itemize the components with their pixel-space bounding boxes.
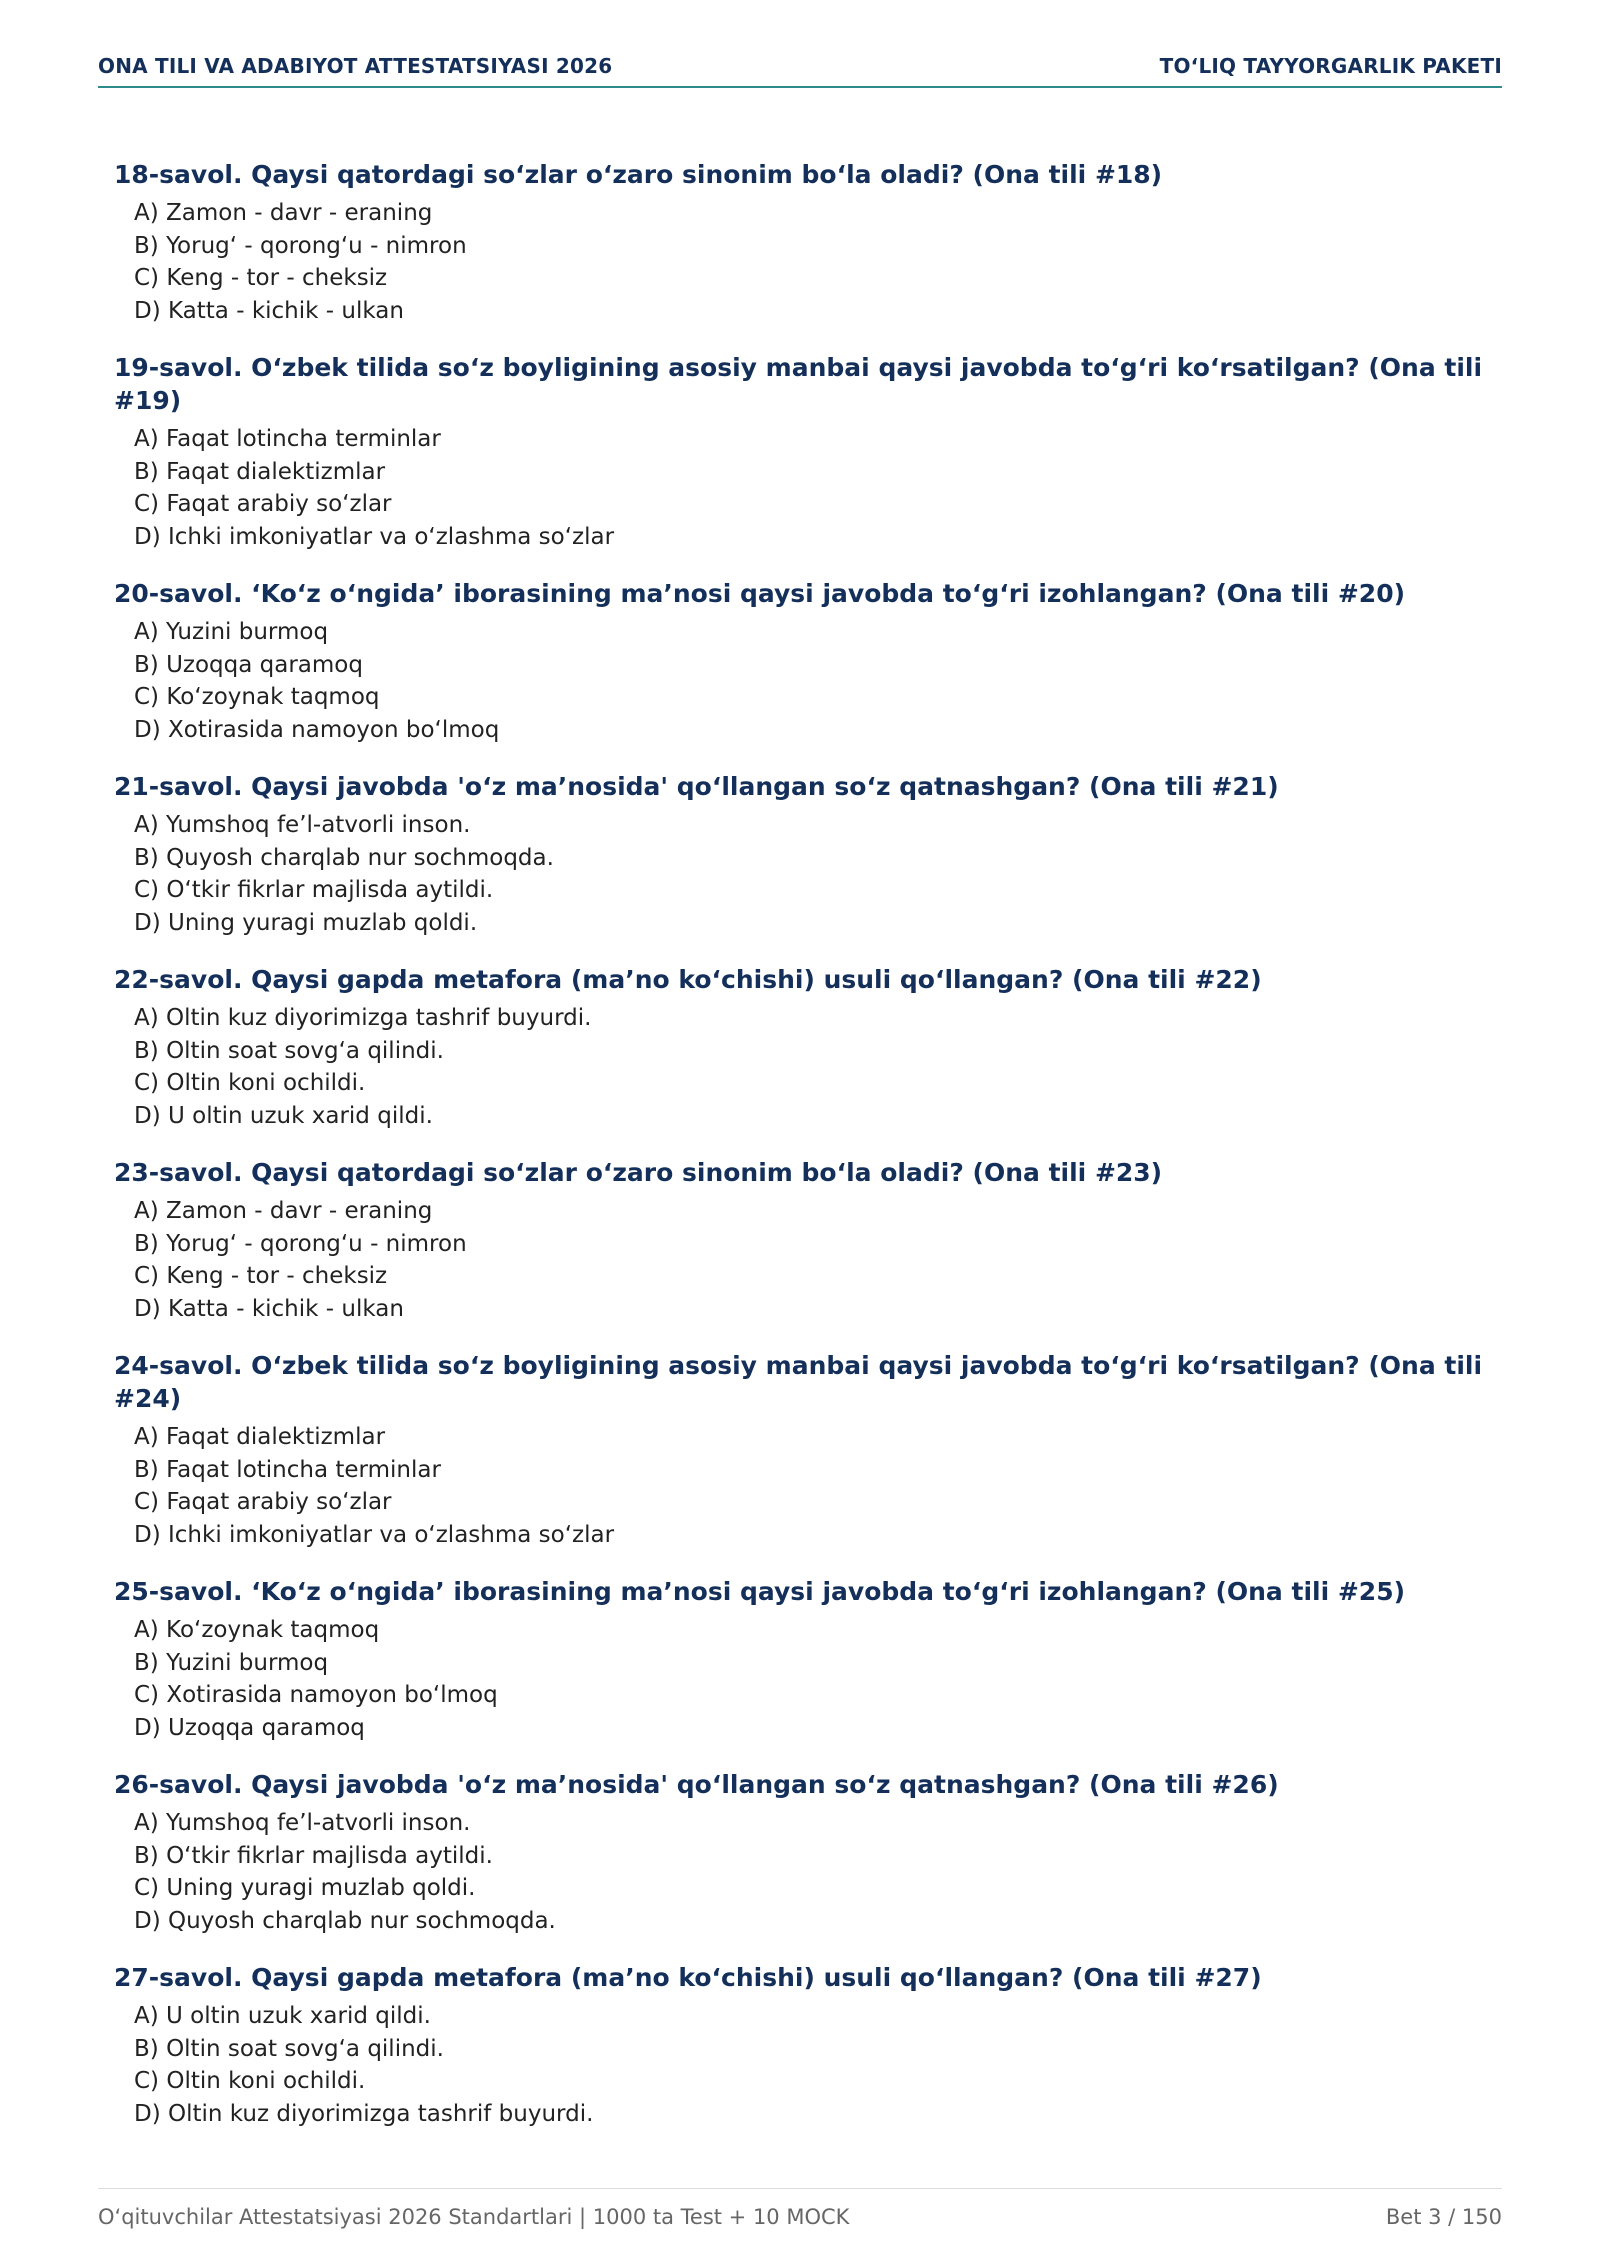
question-block <box>114 1961 1502 2130</box>
question-title: 21-savol. Qaysi javobda 'o‘z ma’nosida' qo‘llangan so‘z qatnashgan? (Ona tili #21) <box>114 772 1279 801</box>
page-header <box>98 54 1502 88</box>
answer-options <box>114 1421 1502 1551</box>
answer-option: C) Keng - tor - cheksiz <box>134 1263 388 1289</box>
page-footer <box>98 2188 1502 2229</box>
answer-option: C) Oltin koni ochildi. <box>134 1070 366 1096</box>
answer-options <box>114 1614 1502 1744</box>
answer-options <box>114 809 1502 939</box>
header-title: ONA TILI VA ADABIYOT ATTESTATSIYASI 2026 <box>98 54 613 78</box>
answer-option: A) Zamon - davr - eraning <box>134 1198 433 1224</box>
answer-option: D) Xotirasida namoyon bo‘lmoq <box>134 716 500 743</box>
answer-option: D) Quyosh charqlab nur sochmoqda. <box>134 1907 556 1934</box>
header-subtitle: TO‘LIQ TAYYORGARLIK PAKETI <box>1159 54 1502 78</box>
answer-option: C) Uning yuragi muzlab qoldi. <box>134 1875 476 1901</box>
question-title: 27-savol. Qaysi gapda metafora (ma’no ko‘chishi) usuli qo‘llangan? (Ona tili #27) <box>114 1963 1262 1992</box>
question-title: 26-savol. Qaysi javobda 'o‘z ma’nosida' qo‘llangan so‘z qatnashgan? (Ona tili #26) <box>114 1770 1279 1799</box>
answer-option: A) Oltin kuz diyorimizga tashrif buyurdi. <box>134 1005 592 1031</box>
answer-option: B) O‘tkir fikrlar majlisda aytildi. <box>134 1842 493 1869</box>
answer-option: B) Yuzini burmoq <box>134 1649 329 1676</box>
answer-option: C) Xotirasida namoyon bo‘lmoq <box>134 1682 498 1708</box>
question-title: 25-savol. ‘Ko‘z o‘ngida’ iborasining ma’nosi qaysi javobda to‘g‘ri izohlangan? (Ona tili #25) <box>114 1577 1406 1606</box>
answer-options <box>114 197 1502 327</box>
answer-option: D) Uning yuragi muzlab qoldi. <box>134 909 478 936</box>
answer-option: C) Keng - tor - cheksiz <box>134 265 388 291</box>
answer-option: C) Faqat arabiy so‘zlar <box>134 1489 392 1515</box>
answer-options <box>114 616 1502 746</box>
page-number: Bet 3 / 150 <box>1385 2205 1502 2229</box>
answer-option: D) Ichki imkoniyatlar va o‘zlashma so‘zlar <box>134 523 615 550</box>
answer-options <box>114 1195 1502 1325</box>
answer-option: A) Faqat dialektizmlar <box>134 1424 386 1450</box>
answer-option: B) Uzoqqa qaramoq <box>134 651 363 678</box>
answer-options <box>114 2000 1502 2130</box>
answer-option: B) Oltin soat sovg‘a qilindi. <box>134 2035 444 2062</box>
question-block <box>114 1768 1502 1937</box>
question-block <box>114 963 1502 1132</box>
question-block <box>114 770 1502 939</box>
question-title: 18-savol. Qaysi qatordagi so‘zlar o‘zaro sinonim bo‘la oladi? (Ona tili #18) <box>114 160 1163 189</box>
answer-options <box>114 423 1502 553</box>
answer-option: A) Zamon - davr - eraning <box>134 200 433 226</box>
answer-option: A) Yumshoq fe’l-atvorli inson. <box>134 1810 471 1836</box>
answer-option: B) Oltin soat sovg‘a qilindi. <box>134 1037 444 1064</box>
answer-option: B) Faqat lotincha terminlar <box>134 1456 441 1483</box>
answer-option: A) Ko‘zoynak taqmoq <box>134 1617 380 1643</box>
question-block <box>114 1156 1502 1325</box>
answer-option: B) Yorug‘ - qorong‘u - nimron <box>134 1230 467 1257</box>
answer-option: D) Katta - kichik - ulkan <box>134 297 404 324</box>
footer-text: O‘qituvchilar Attestatsiyasi 2026 Standartlari | 1000 ta Test + 10 MOCK <box>98 2205 850 2229</box>
question-block <box>114 158 1502 327</box>
answer-option: C) Ko‘zoynak taqmoq <box>134 684 380 710</box>
answer-option: A) U oltin uzuk xarid qildi. <box>134 2003 431 2029</box>
answer-option: B) Yorug‘ - qorong‘u - nimron <box>134 232 467 259</box>
question-title: 20-savol. ‘Ko‘z o‘ngida’ iborasining ma’nosi qaysi javobda to‘g‘ri izohlangan? (Ona tili #20) <box>114 579 1406 608</box>
question-title: 22-savol. Qaysi gapda metafora (ma’no ko‘chishi) usuli qo‘llangan? (Ona tili #22) <box>114 965 1262 994</box>
answer-option: C) Oltin koni ochildi. <box>134 2068 366 2094</box>
answer-option: C) Faqat arabiy so‘zlar <box>134 491 392 517</box>
answer-options <box>114 1002 1502 1132</box>
question-title: 19-savol. O‘zbek tilida so‘z boyligining asosiy manbai qaysi javobda to‘g‘ri ko‘rsatilgan? (Ona tili #19) <box>114 353 1483 415</box>
answer-option: B) Quyosh charqlab nur sochmoqda. <box>134 844 554 871</box>
answer-option: B) Faqat dialektizmlar <box>134 458 386 485</box>
question-block <box>114 1349 1502 1551</box>
answer-option: D) Ichki imkoniyatlar va o‘zlashma so‘zlar <box>134 1521 615 1548</box>
answer-option: C) O‘tkir fikrlar majlisda aytildi. <box>134 877 494 903</box>
answer-option: A) Yuzini burmoq <box>134 619 329 645</box>
answer-option: D) U oltin uzuk xarid qildi. <box>134 1102 433 1129</box>
answer-option: D) Oltin kuz diyorimizga tashrif buyurdi. <box>134 2100 594 2127</box>
question-block <box>114 351 1502 553</box>
answer-options <box>114 1807 1502 1937</box>
question-block <box>114 1575 1502 1744</box>
answer-option: D) Katta - kichik - ulkan <box>134 1295 404 1322</box>
question-block <box>114 577 1502 746</box>
question-title: 24-savol. O‘zbek tilida so‘z boyligining asosiy manbai qaysi javobda to‘g‘ri ko‘rsatilgan? (Ona tili #24) <box>114 1351 1483 1413</box>
answer-option: A) Faqat lotincha terminlar <box>134 426 441 452</box>
question-list <box>114 158 1502 2154</box>
answer-option: D) Uzoqqa qaramoq <box>134 1714 365 1741</box>
question-title: 23-savol. Qaysi qatordagi so‘zlar o‘zaro sinonim bo‘la oladi? (Ona tili #23) <box>114 1158 1163 1187</box>
answer-option: A) Yumshoq fe’l-atvorli inson. <box>134 812 471 838</box>
